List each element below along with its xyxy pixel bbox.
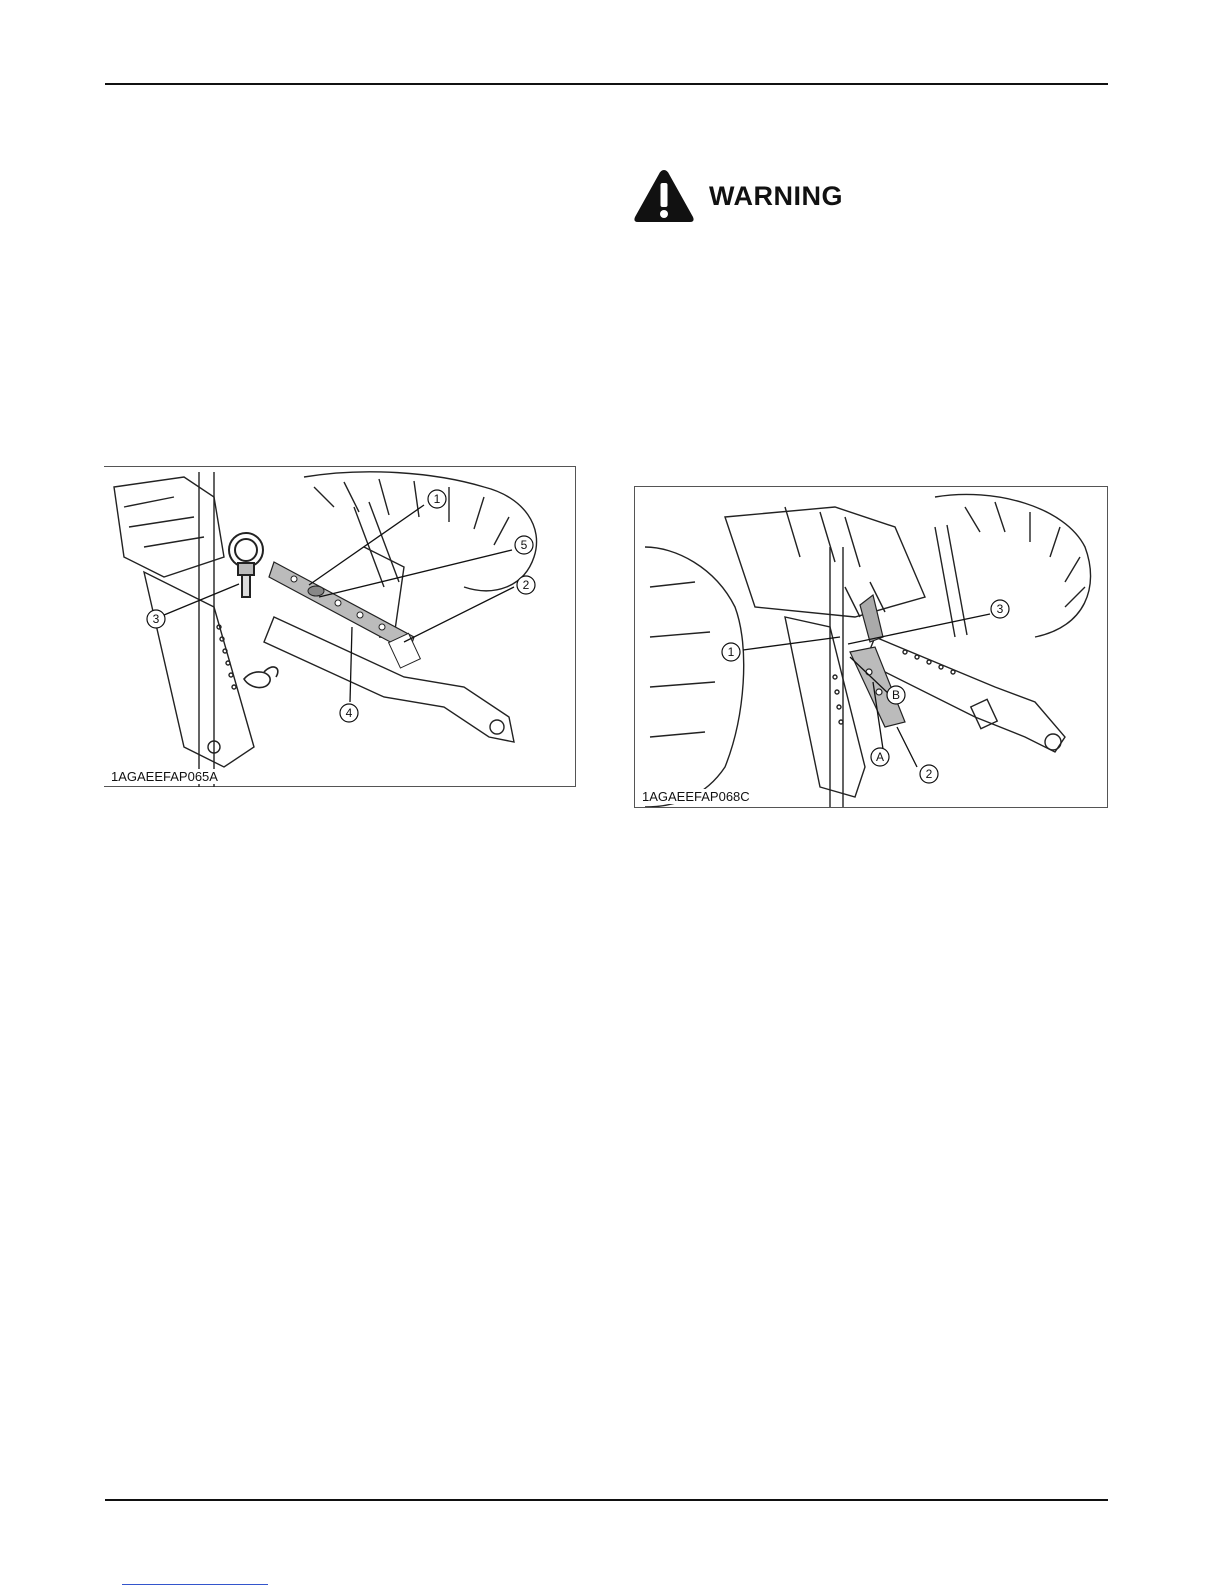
callout-3: 3	[996, 602, 1004, 616]
callout-b: B	[891, 688, 901, 702]
callout-5: 5	[520, 538, 528, 552]
warning-heading	[633, 168, 843, 224]
footer-rule	[105, 1499, 1108, 1501]
figure-code: 1AGAEEFAP065A	[111, 769, 218, 784]
warning-label: WARNING	[709, 180, 843, 211]
figure-hitch-stabilizer	[634, 486, 1108, 808]
callout-3: 3	[152, 612, 160, 626]
figure-code: 1AGAEEFAP068C	[642, 789, 750, 804]
callout-1: 1	[433, 492, 441, 506]
callout-2: 2	[522, 578, 530, 592]
callout-a: A	[875, 750, 885, 764]
figure-hitch-drawbar	[104, 466, 576, 787]
callout-2: 2	[925, 767, 933, 781]
header-rule	[105, 83, 1108, 85]
warning-triangle-icon	[633, 168, 695, 224]
footer-link[interactable]	[122, 1570, 268, 1585]
callout-4: 4	[345, 706, 353, 720]
callout-1: 1	[727, 645, 735, 659]
hitch-illustration	[635, 487, 1107, 807]
hitch-illustration	[104, 467, 576, 787]
